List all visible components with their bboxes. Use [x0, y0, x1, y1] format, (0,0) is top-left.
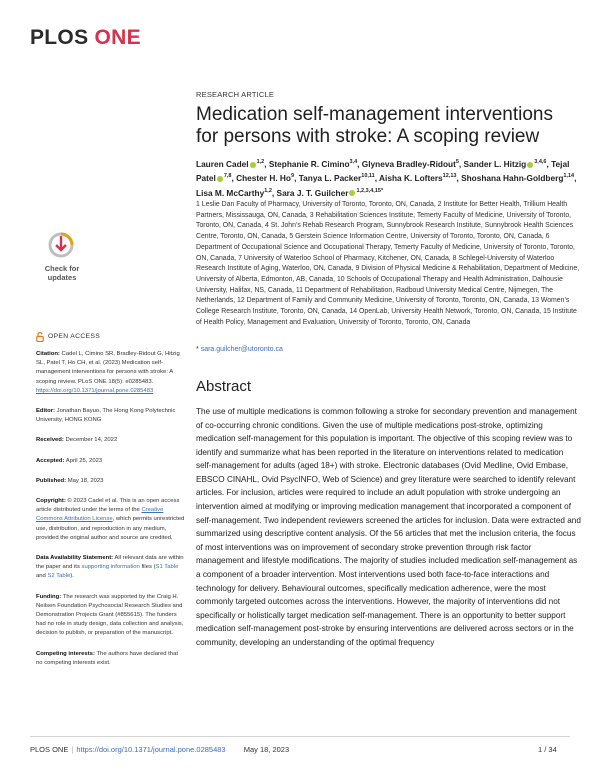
published-date: May 18, 2023	[67, 477, 104, 484]
author-name: Chester H. Ho	[236, 173, 291, 184]
author-affiliation-numbers: 7,8	[223, 173, 232, 180]
accepted-block	[36, 457, 186, 466]
corresponding-marker: *	[196, 346, 199, 353]
author-name: Aisha K. Lofters	[379, 173, 443, 184]
orcid-icon[interactable]	[217, 176, 223, 182]
open-access-indicator	[36, 332, 186, 342]
author-name: Tanya L. Packer	[298, 173, 362, 184]
copyright-pre: © 2023 Cadel et al. This is an open access article distributed under the terms of the	[36, 498, 180, 514]
citation-doi-link[interactable]: https://doi.org/10.1371/journal.pone.0285483	[36, 387, 154, 394]
published-block	[36, 477, 186, 486]
author-name: Lauren Cadel	[196, 158, 249, 169]
author-affiliation-numbers: 1,2	[256, 159, 265, 165]
author-affiliation-numbers: 1,14	[563, 173, 575, 180]
abstract-heading: Abstract	[196, 378, 252, 395]
footer-divider	[30, 736, 570, 737]
received-block	[36, 436, 186, 445]
competing-interests-text: The authors have declared that no competing interests exist.	[36, 650, 178, 666]
copyright-block	[36, 497, 186, 543]
page-footer	[30, 745, 289, 754]
abstract-text: The use of multiple medications is common following a stroke for secondary prevention and management of co-occurring chronic conditions. Given the use of multiple medications post-stroke, optimizing medication self-management for this population is important. The objective of this scoping review was to identify and summarize what has been reported in the literature on interventions related to medication self-management for adults (aged 18+) with stroke. Electronic databases (Ovid Medline, Ovid Embase, EBSCO CINAHL, Ovid PsycINFO, Web of Science) and grey literature were searched to identify relevant articles. For inclusion, articles were required to include an adult population with stroke undergoing an intervention aimed at modifying or improving medication management that incorporated a component of self-management. Two independent reviewers screened the articles for inclusion. Data were extracted and summarized using descriptive content analysis. Of the 56 articles that met the inclusion criteria, the focus of most interventions was on improvement of secondary stroke prevention through risk factor management and lifestyle modifications. The majority of studies included medication self-management as a component of a broader intervention. Most interventions used both face-to-face interactions and technology for delivery. Behavioural outcomes, specifically medication adherence, were the most commonly targeted outcomes across the interventions. However, the majority of interventions did not specifically or holistically target medication self-management. There is an opportunity to better support medication self-management post-stroke by ensuring interventions are delivered across sectors or in the community, developing an understanding of the optimal frequency	[196, 407, 581, 647]
data-availability-label: Data Availability Statement:	[36, 555, 114, 562]
article-sidebar	[36, 332, 186, 679]
citation-label: Citation:	[36, 351, 60, 357]
funding-text: The research was supported by the Craig H. Neilsen Foundation Psychosocial Research Studies and Demonstration Projects Grant (#855615). The funders had no role in study design, data collection and analysis, decision to publish, or preparation of the manuscript.	[36, 593, 184, 637]
journal-name-plos: PLOS	[30, 26, 89, 49]
copyright-post: , which permits unrestricted use, distribution, and reproduction in any medium, provided the original author and source are credited.	[36, 516, 185, 541]
editor-text: Jonathan Bayuo, The Hong Kong Polytechnic University, HONG KONG	[36, 408, 176, 424]
orcid-icon[interactable]	[527, 162, 533, 168]
author-affiliation-numbers: 10,11	[361, 173, 375, 180]
accepted-date: April 25, 2023	[65, 457, 103, 464]
footer-separator: |	[71, 745, 74, 754]
correspondence-email[interactable]: sara.guilcher@utoronto.ca	[200, 346, 283, 353]
author-affiliation-numbers: 1,2	[264, 187, 272, 194]
license-link[interactable]: Creative Commons Attribution License	[36, 507, 164, 523]
check-updates-label[interactable]	[36, 264, 88, 282]
supporting-information-link[interactable]: supporting information	[81, 564, 140, 571]
author-affiliation-numbers: 3,4	[349, 159, 358, 165]
corresponding-author-marker: *	[380, 187, 384, 194]
data-availability-end: ).	[70, 573, 74, 580]
competing-interests-block	[36, 650, 186, 668]
s1-table-link[interactable]: S1 Table	[155, 564, 179, 571]
author-affiliation-numbers: 12,13	[442, 173, 457, 180]
author-affiliation-numbers: 9	[291, 173, 295, 180]
footer-doi-link[interactable]: https://doi.org/10.1371/journal.pone.0285483	[76, 745, 226, 754]
footer-date: May 18, 2023	[243, 745, 290, 754]
author-name: Shoshana Hahn-Goldberg	[461, 173, 564, 184]
page-number: 1 / 34	[538, 745, 557, 754]
journal-name-one: ONE	[94, 26, 141, 49]
author-name: Stephanie R. Cimino	[268, 158, 350, 169]
author-list: Lauren Cadel $^{1,2}$, Stephanie R. Cimino$^{3,4}$, Glyneva Bradley-Ridout$^5$, Sander L. Hitzig $^{3,4,6}$, Tejal Patel $^{7,8}$, Chester H. Ho$^9$, Tanya L. Packer$^{10,11}$, Aisha K. Lofters$^{12,13}$, Shoshana Hahn-Goldberg$^{1,14}$, Lisa M. McCarthy$^{1,2}$, Sara J. T. Guilcher $^{1,2,3,4,15*}$	[196, 158, 577, 198]
funding-label: Funding:	[36, 593, 62, 600]
s2-table-link[interactable]: S2 Table	[47, 573, 71, 580]
author-name: Lisa M. McCarthy	[196, 187, 265, 198]
citation-block	[36, 350, 186, 396]
author-name: Tejal Patel	[196, 158, 570, 184]
open-lock-icon	[36, 332, 44, 342]
author-affiliation-numbers: 1,2,3,4,15	[356, 187, 381, 194]
competing-interests-label: Competing interests:	[36, 650, 95, 657]
data-availability-pre: All relevant data are within the paper and its	[36, 555, 184, 571]
editor-block	[36, 407, 186, 425]
citation-text: Cadel L, Cimino SR, Bradley-Ridout G, Hitzig SL, Patel T, Ho CH, et al. (2023) Medication self-management interventions for persons with stroke: A scoping review. PLoS ONE 18(5): e0285483.	[36, 351, 180, 385]
footer-journal: PLOS ONE	[30, 745, 69, 754]
author-name: Sander L. Hitzig	[463, 158, 527, 169]
check-updates-line2: updates	[47, 273, 77, 282]
orcid-icon[interactable]	[250, 162, 256, 168]
journal-masthead	[30, 26, 141, 50]
received-date: December 14, 2022	[65, 437, 118, 444]
funding-block	[36, 593, 186, 639]
copyright-label: Copyright:	[36, 498, 66, 505]
author-affiliation-numbers: 3,4,6	[534, 159, 547, 165]
data-availability-and: and	[36, 573, 48, 580]
article-type: RESEARCH ARTICLE	[196, 90, 275, 99]
accepted-label: Accepted:	[36, 457, 65, 464]
author-name: Sara J. T. Guilcher	[276, 187, 349, 198]
editor-label: Editor:	[36, 408, 55, 415]
data-availability-block	[36, 554, 186, 582]
correspondence	[196, 346, 283, 353]
check-updates-line1: Check for	[44, 264, 80, 273]
author-name: Glyneva Bradley-Ridout	[361, 158, 456, 169]
author-affiliation-numbers: 5	[455, 159, 459, 165]
published-label: Published:	[36, 477, 67, 484]
data-availability-mid: files (	[141, 564, 156, 571]
affiliations: 1 Leslie Dan Faculty of Pharmacy, University of Toronto, Toronto, ON, Canada, 2 Institute for Better Health, Trillium Health Partners, Mississauga, ON, Canada, 3 Rehabilitation Sciences Institute, Temerty Faculty of Medicine, University of Toronto, Toronto, ON, Canada, 4 St. John’s Rehab Research Program, Sunnybrook Research Institute, Sunnybrook Health Sciences Centre, Toronto, ON, Canada, 5 Gerstein Science Information Centre, University of Toronto, Toronto, ON, Canada, 6 Department of Occupational Science and Occupational Therapy, Temerty Faculty of Medicine, University of Toronto, Toronto, ON, Canada, 7 University of Waterloo School of Pharmacy, Kitchener, ON, Canada, 8 Schlegel-University of Waterloo Research Institute of Aging, Waterloo, ON, Canada, 9 Division of Physical Medicine & Rehabilitation, Department of Medicine, University of Alberta, Edmonton, AB, Canada, 10 Schools of Occupational Therapy and Health Administration, Dalhousie University, Halifax, NS, Canada, 11 Department of Rehabilitation, Radboud University Medical Centre, Nijmegen, The Netherlands, 12 Department of Family and Community Medicine, University of Toronto, Toronto, ON, Canada, 13 Women’s College Research Institute, Toronto, ON, Canada, 14 OpenLab, University Health Network, Toronto, ON, Canada, 15 Institute of Health Policy, Management and Evaluation, University of Toronto, Toronto, ON, Canada	[196, 201, 580, 326]
orcid-icon[interactable]	[349, 190, 355, 196]
received-label: Received:	[36, 437, 64, 444]
open-access-label: OPEN ACCESS	[48, 333, 101, 341]
article-title: Medication self-management interventions for persons with stroke: A scoping review	[196, 104, 553, 147]
